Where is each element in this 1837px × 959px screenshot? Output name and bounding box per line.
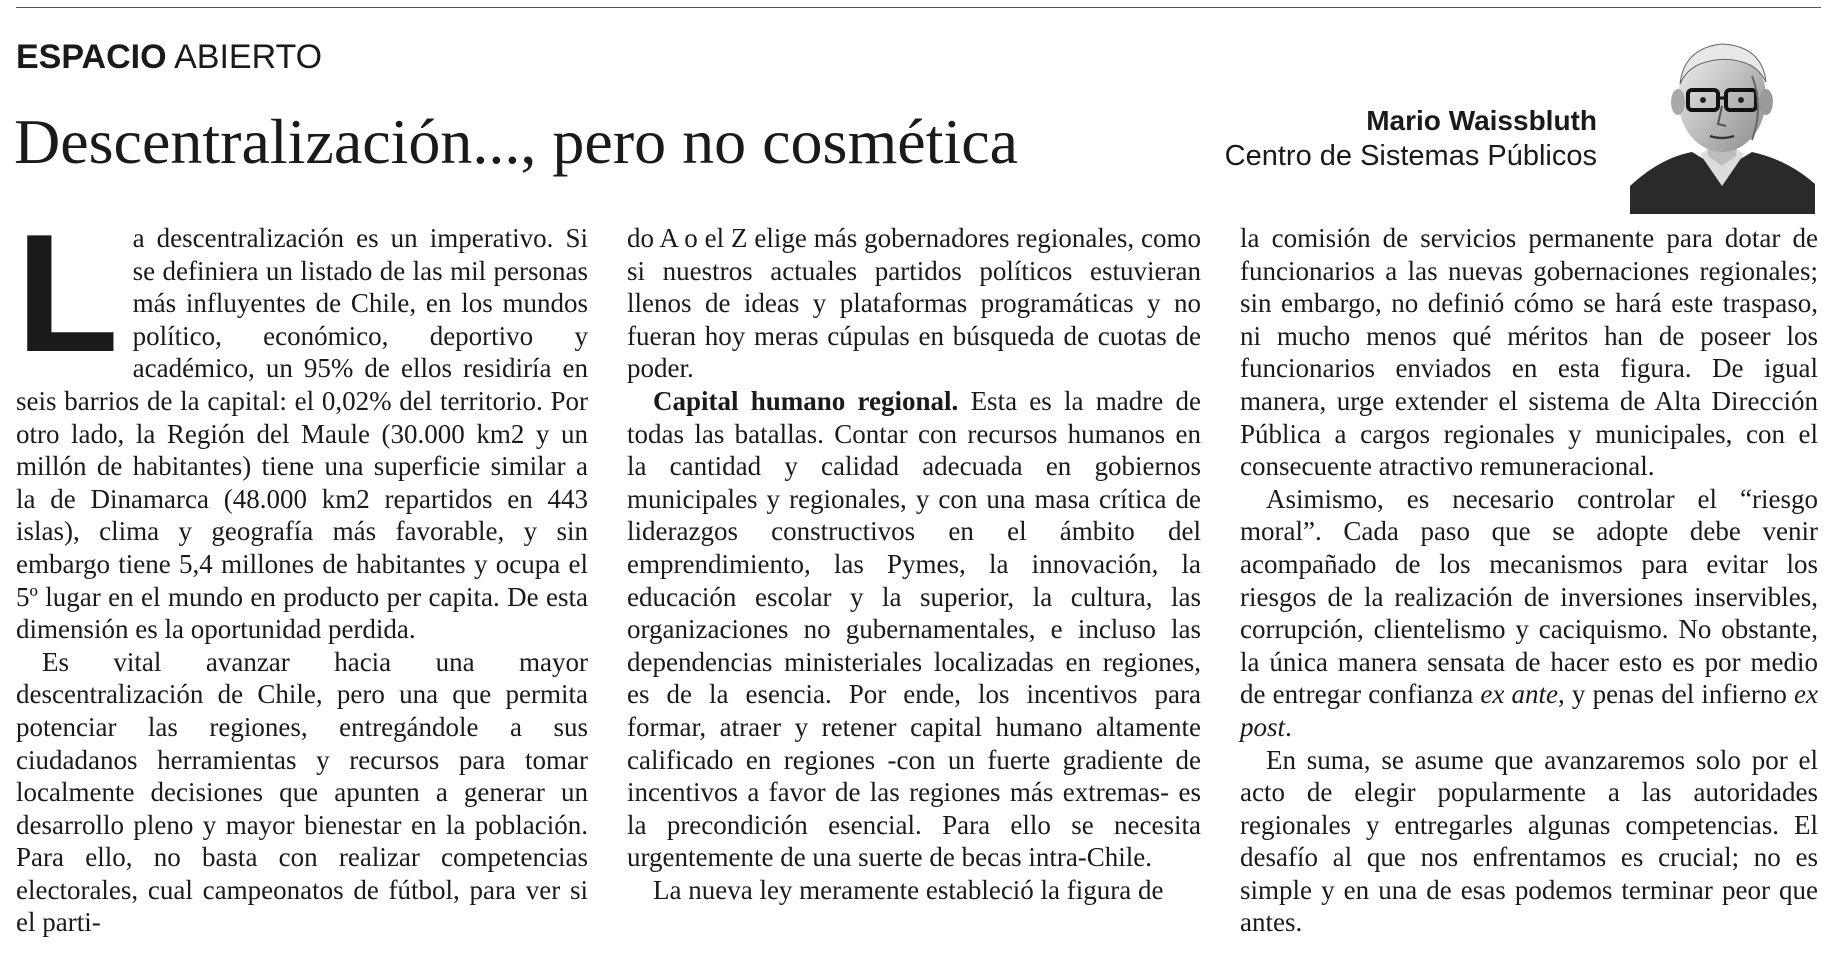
author-portrait-icon [1630,36,1815,214]
top-rule [16,7,1821,8]
section-label [16,40,322,74]
italic-term: ex ante [1480,679,1558,710]
byline [1225,104,1597,174]
paragraph: do A o el Z elige más gobernadores regionales, como si nuestros actuales partidos políticos estuvieran llenos de ideas y plataformas programáticas y no fueran hoy meras cúpulas en búsqueda de cuotas de poder. [627,223,1201,384]
author-name: Mario Waissbluth [1366,105,1597,136]
paragraph: En suma, se asume que avanzaremos solo por el acto de elegir popularmente a las autoridades regionales y entregarles algunas competencias. El desafío al que nos enfrentamos es crucial; no es simple y en una de esas podemos terminar peor que antes. [1240,744,1818,938]
paragraph-text: Esta es la madre de todas las batallas. Contar con recursos humanos en la cantidad y calidad adecuada en gobiernos municipales y regionales, y con una masa crítica de liderazgos constructivos en el ámbito del emprendimiento, las Pymes, la innovación, la educación escolar y la superior, la cultura, las organizaciones no gubernamentales, e incluso las dependencias ministeriales localizadas en regiones, es de la esencia. Por ende, los incentivos para formar, atraer y retener capital humano altamente calificado en regiones -con un fuerte gradiente de incentivos a favor de las regiones más extremas- es la precondición esencial. Para ello se necesita urgentemente de una suerte de becas intra-Chile. [627,385,1201,873]
drop-cap: L [16,199,119,387]
paragraph-text: , y penas del infierno [1557,679,1795,710]
section-label-light: ABIERTO [174,38,323,76]
italic-term: ex post [1240,679,1818,742]
paragraph: Es vital avanzar hacia una mayor descentralización de Chile, pero una que permita potenciar las regiones, entregándole a sus ciudadanos herramientas y recursos para tomar localmente decisiones que apunten a generar un desarrollo pleno y mayor bienestar en la población. Para ello, no basta con realizar competencias electorales, cual campeonatos de fútbol, para ver si el parti- [16,646,588,938]
paragraph: la comisión de servicios permanente para dotar de funcionarios a las nuevas gobernaciones regionales; sin embargo, no definió cómo se hará este traspaso, ni mucho menos qué méritos han de poseer los funcionarios enviados en esta figura. De igual manera, urge extender el sistema de Alta Dirección Pública a cargos regionales y municipales, con el consecuente atractivo remuneracional. [1240,223,1818,482]
paragraph [1240,483,1818,744]
paragraph-text: Asimismo, es necesario controlar el “riesgo moral”. Cada paso que se adopte debe venir acompañado de los mecanismos para evitar los riesgos de la realización de inversiones inservibles, corrupción, clientelismo y caciquismo. No obstante, la única manera sensata de hacer esto es por medio de entregar confianza [1240,483,1818,710]
article-column-1 [16,199,588,939]
paragraph: La nueva ley meramente estableció la figura de [653,874,1164,905]
headline: Descentralización..., pero no cosmética [14,106,1018,177]
paragraph-text: a descentralización es un imperativo. Si se definiera un listado de las mil personas más influyentes de Chile, en los mundos político, económico, deportivo y académico, un 95% de ellos residiría en seis barrios de la capital: el 0,02% del territorio. Por otro lado, la Región del Maule (30.000 km2 y un millón de habitantes) tiene una superficie similar a la de Dinamarca (48.000 km2 repartidos en 443 islas), clima y geografía más favorable, y sin embargo tiene 5,4 millones de habitantes y ocupa el 5º lugar en el mundo en producto per capita. De esta dimensión es la oportunidad perdida. [16,223,588,645]
subhead: Capital humano regional. [653,385,959,416]
section-label-bold: ESPACIO [16,38,167,76]
paragraph [627,385,1201,874]
paragraph [16,199,588,646]
article-column-3 [1240,222,1818,939]
article-column-2 [627,222,1201,906]
author-affiliation: Centro de Sistemas Públicos [1224,140,1597,172]
paragraph-text: . [1285,711,1292,742]
